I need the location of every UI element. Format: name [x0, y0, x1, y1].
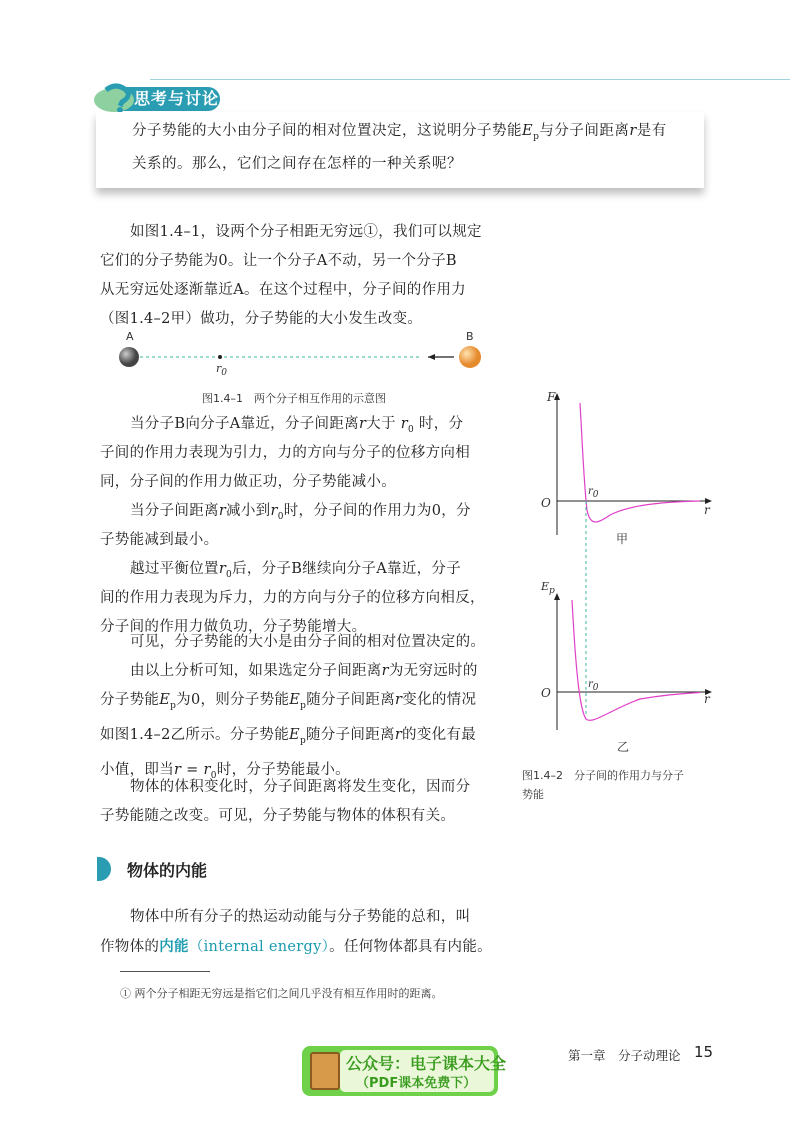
top-ylabel: F [547, 390, 556, 404]
paragraph-2-cont: 子间的作用力表现为引力，力的方向与分子的位移方向相 同，分子间的作用力做正功，分子势能减小。 [100, 445, 470, 490]
section-paragraph-cont: 作物体的内能（internal energy）。任何物体都具有内能。 [100, 938, 492, 955]
chapter-footer: 第一章 分子动理论 [568, 1048, 681, 1063]
paragraph-6-cont: 分子势能$E_p$为0，则分子势能$E_p$随分子间距离r变化的情况 如图1.4–2乙所示。分子势能$E_p$随分子间距离r的变化有最 小值，即当$r = r_0$时，分子势能最小。 [100, 692, 477, 781]
force-curve [580, 403, 700, 522]
bottom-xlabel: r [704, 692, 710, 706]
promo-line-1: 公众号：电子课本大全 [346, 1054, 507, 1073]
potential-curve [572, 600, 700, 720]
paragraph-1-cont: 它们的分子势能为0。让一个分子A不动，另一个分子B 从无穷远处逐渐靠近A。在这个过程中，分子间的作用力 （图1.4–2甲）做功，分子势能的大小发生改变。 [100, 253, 466, 327]
section-marker [97, 857, 111, 881]
top-r0-label: $r_0$ [588, 486, 599, 500]
bottom-origin: O [541, 686, 551, 700]
paragraph-2: 当分子B向分子A靠近，分子间距离r大于 $r_0$ 时，分 [130, 416, 464, 435]
footnote: ① 两个分子相距无穷远是指它们之间几乎没有相互作用时的距离。 [120, 987, 443, 1000]
molecule-a [119, 347, 139, 367]
discussion-badge-label: 思考与讨论 [134, 89, 220, 108]
figure-force-potential [530, 385, 720, 765]
promo-line-2: （PDF课本免费下） [356, 1076, 477, 1091]
paragraph-3-cont: 子势能减到最小。 [100, 532, 219, 548]
top-panel-label: 甲 [616, 532, 629, 546]
figure1-caption: 图1.4–1 两个分子相互作用的示意图 [202, 392, 386, 405]
top-xlabel: r [704, 503, 710, 517]
discussion-text: 分子势能的大小由分子间的相对位置决定，这说明分子势能$E_p$与分子间距离r是有 关系的。那么，它们之间存在怎样的一种关系呢？ [132, 123, 667, 172]
header-rule [150, 79, 790, 80]
figure2-caption: 图1.4–2 分子间的作用力与分子 势能 [522, 769, 684, 801]
paragraph-4-cont: 间的作用力表现为斥力，力的方向与分子的位移方向相反， 分子间的作用力做负功，分子势能增大。 [100, 590, 485, 635]
figure-molecules [110, 335, 500, 379]
bottom-ylabel: $E_p$ [541, 580, 555, 597]
top-origin: O [541, 496, 551, 510]
arrow-icon [428, 354, 435, 360]
section-paragraph: 物体中所有分子的热运动动能与分子势能的总和，叫 [130, 909, 471, 925]
paragraph-6: 由以上分析可知，如果选定分子间距离r为无穷远时的 [130, 663, 478, 679]
paragraph-7: 物体的体积变化时，分子间距离将发生变化，因而分 [130, 779, 471, 795]
paragraph-4: 越过平衡位置$r_0$后，分子B继续向分子A靠近，分子 [130, 561, 462, 580]
molecule-b [459, 346, 481, 368]
paragraph-3: 当分子间距离r减小到$r_0$时，分子间的作用力为0，分 [130, 503, 471, 522]
bottom-panel-label: 乙 [617, 740, 630, 754]
label-r0: $r_0$ [216, 362, 227, 379]
term-internal-energy: 内能 [159, 938, 189, 955]
label-a: A [126, 330, 134, 343]
label-b: B [466, 330, 474, 343]
paragraph-7-cont: 子势能随之改变。可见，分子势能与物体的体积有关。 [100, 808, 456, 824]
section-title: 物体的内能 [127, 861, 208, 880]
book-icon [310, 1052, 340, 1090]
page-number: 15 [694, 1043, 714, 1061]
bottom-r0-label: $r_0$ [588, 679, 599, 693]
paragraph-5: 可见，分子势能的大小是由分子间的相对位置决定的。 [130, 634, 486, 650]
footnote-rule [120, 971, 210, 972]
paragraph-1: 如图1.4–1，设两个分子相距无穷远①，我们可以规定 [130, 224, 482, 240]
